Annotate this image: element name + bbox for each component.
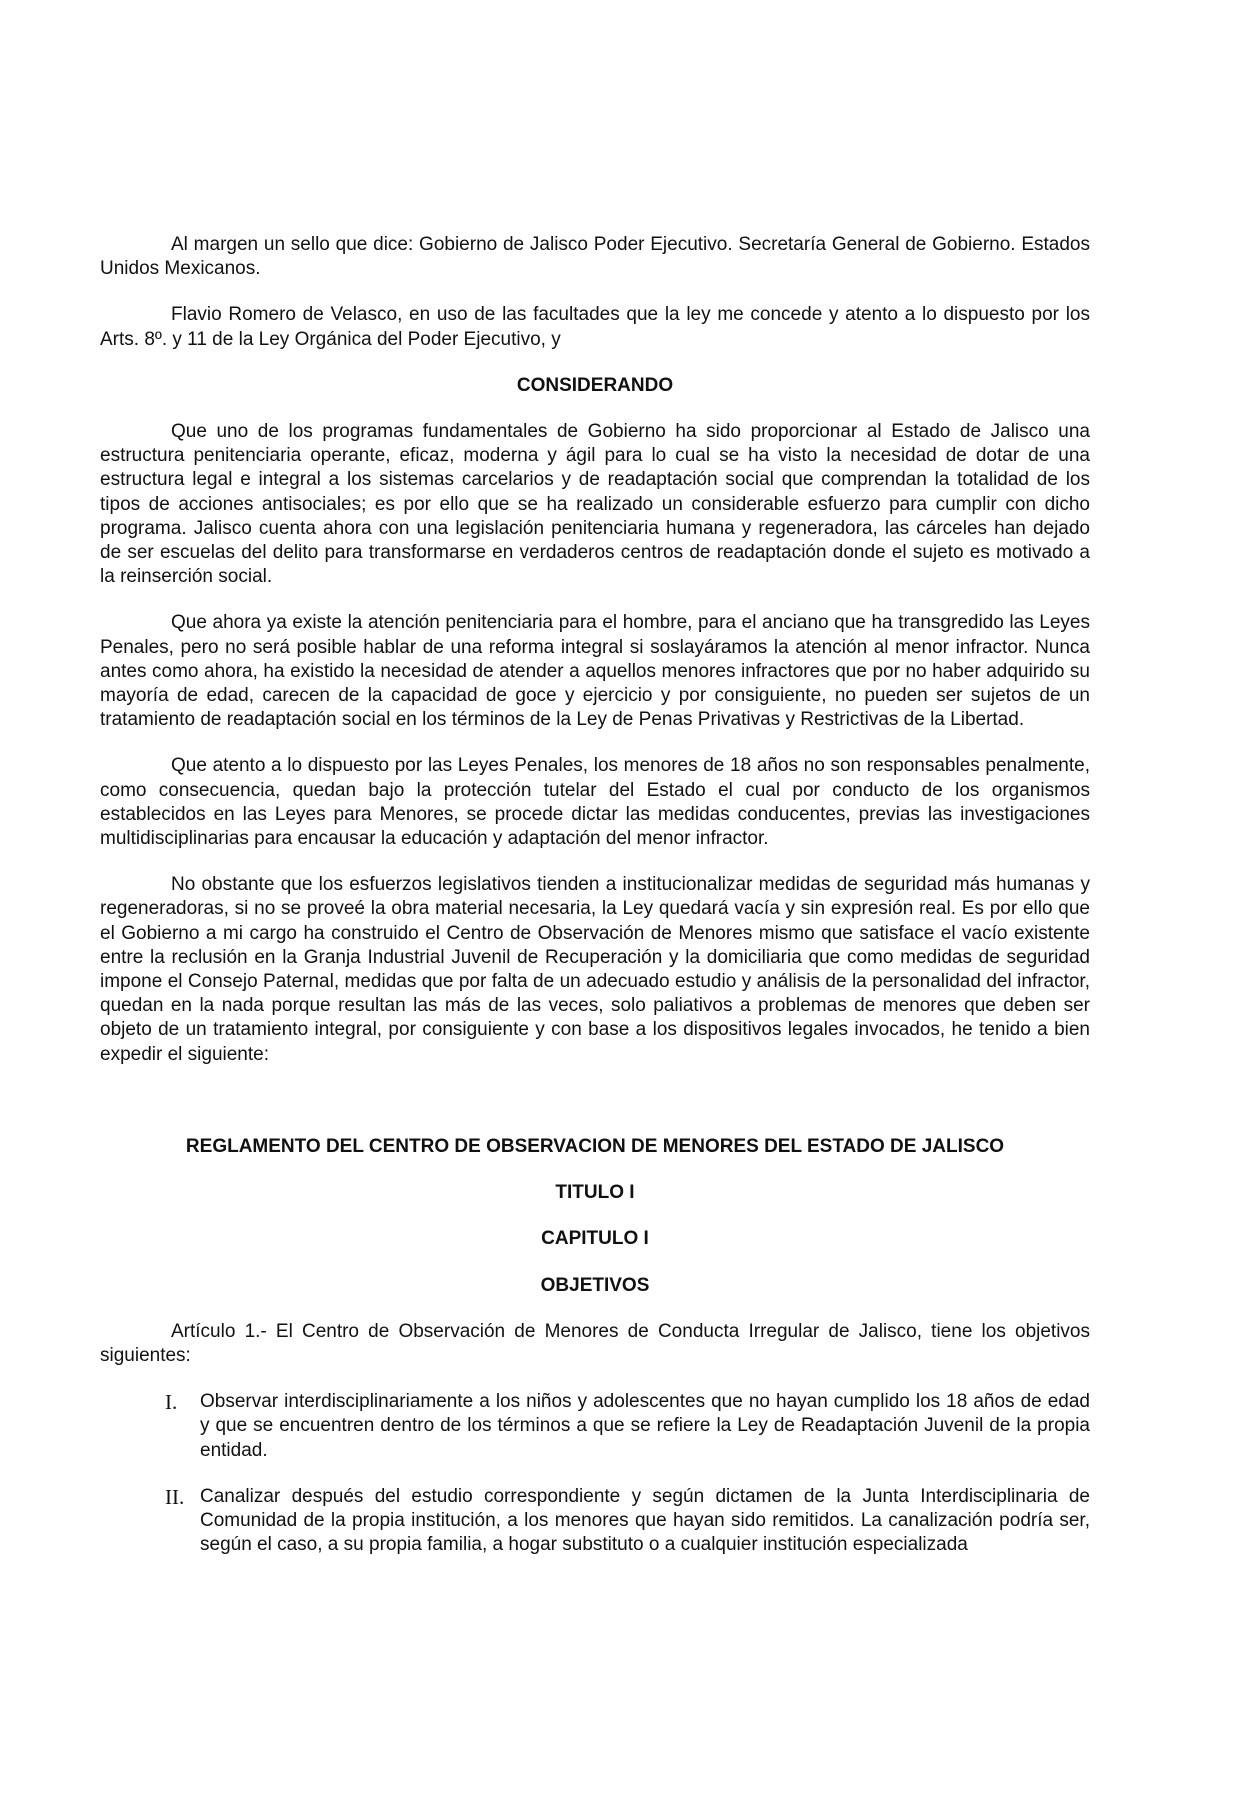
articulo-1-paragraph: Artículo 1.- El Centro de Observación de Menores de Conducta Irregular de Jalisco, tiene los objetivos siguientes: (100, 1320, 1090, 1366)
considerando-heading: CONSIDERANDO (516, 374, 674, 396)
capitulo-heading: CAPITULO I (541, 1228, 649, 1250)
reglamento-title: REGLAMENTO DEL CENTRO DE OBSERVACION DE MENORES DEL ESTADO DE JALISCO (185, 1135, 1005, 1157)
list-item-text: Canalizar después del estudio correspondiente y según dictamen de la Junta Interdisciplinaria de Comunidad de la propia institución, a los menores que hayan sido remitidos. La canalización podría ser, según el caso, a su propia familia, a hogar substituto o a cualquier institución especializada (200, 1485, 1090, 1556)
document-body (100, 233, 1090, 1557)
preamble-governor-paragraph: Flavio Romero de Velasco, en uso de las facultades que la ley me concede y atento a lo dispuesto por los Arts. 8º. y 11 de la Ley Orgánica del Poder Ejecutivo, y (100, 304, 1090, 350)
objetivos-heading: OBJETIVOS (540, 1274, 650, 1296)
preamble-seal-paragraph: Al margen un sello que dice: Gobierno de Jalisco Poder Ejecutivo. Secretaría General de Gobierno. Estados Unidos Mexicanos. (100, 234, 1090, 280)
list-item-number: I. (165, 1390, 178, 1415)
list-item-number: II. (165, 1484, 185, 1509)
considerando-paragraph: Que atento a lo dispuesto por las Leyes Penales, los menores de 18 años no son responsables penalmente, como consecuencia, quedan bajo la protección tutelar del Estado el cual por conducto de los organismos establecidos en las Leyes para Menores, se procede dictar las medidas conducentes, previas las investigaciones multidisciplinarias para encausar la educación y adaptación del menor infractor. (100, 755, 1090, 850)
considerando-paragraph: Que uno de los programas fundamentales de Gobierno ha sido proporcionar al Estado de Jalisco una estructura penitenciaria operante, eficaz, moderna y ágil para lo cual se ha visto la necesidad de dotar de una estructura legal e integral a los sistemas carcelarios y de readaptación social que comprendan la totalidad de los tipos de acciones antisociales; es por ello que se ha realizado un considerable esfuerzo para cumplir con dicho programa. Jalisco cuenta ahora con una legislación penitenciaria humana y regeneradora, las cárceles han dejado de ser escuelas del delito para transformarse en verdaderos centros de readaptación donde el sujeto es motivado a la reinserción social. (100, 421, 1090, 588)
titulo-heading: TITULO I (555, 1182, 635, 1204)
list-item (165, 1390, 1090, 1463)
objectives-list (100, 1390, 1090, 1557)
list-item (165, 1485, 1090, 1558)
considerando-paragraph: No obstante que los esfuerzos legislativos tienden a institucionalizar medidas de seguridad más humanas y regeneradoras, si no se proveé la obra material necesaria, la Ley quedará vacía y sin expresión real. Es por ello que el Gobierno a mi cargo ha construido el Centro de Observación de Menores mismo que satisface el vacío existente entre la reclusión en la Granja Industrial Juvenil de Recuperación y la domiciliaria que como medidas de seguridad impone el Consejo Paternal, medidas que por falta de un adecuado estudio y análisis de la personalidad del infractor, quedan en la nada porque resultan las más de las veces, solo paliativos a problemas de menores que deben ser objeto de un tratamiento integral, por consiguiente y con base a los dispositivos legales invocados, he tenido a bien expedir el siguiente: (100, 874, 1090, 1065)
considerando-paragraph: Que ahora ya existe la atención penitenciaria para el hombre, para el anciano que ha transgredido las Leyes Penales, pero no será posible hablar de una reforma integral si soslayáramos la atención al menor infractor. Nunca antes como ahora, ha existido la necesidad de atender a aquellos menores infractores que por no haber adquirido su mayoría de edad, carecen de la capacidad de goce y ejercicio y por consiguiente, no pueden ser sujetos de un tratamiento de readaptación social en los términos de la Ley de Penas Privativas y Restrictivas de la Libertad. (100, 612, 1090, 731)
list-item-text: Observar interdisciplinariamente a los niños y adolescentes que no hayan cumplido los 18 años de edad y que se encuentren dentro de los términos a que se refiere la Ley de Readaptación Juvenil de la propia entidad. (200, 1391, 1090, 1461)
